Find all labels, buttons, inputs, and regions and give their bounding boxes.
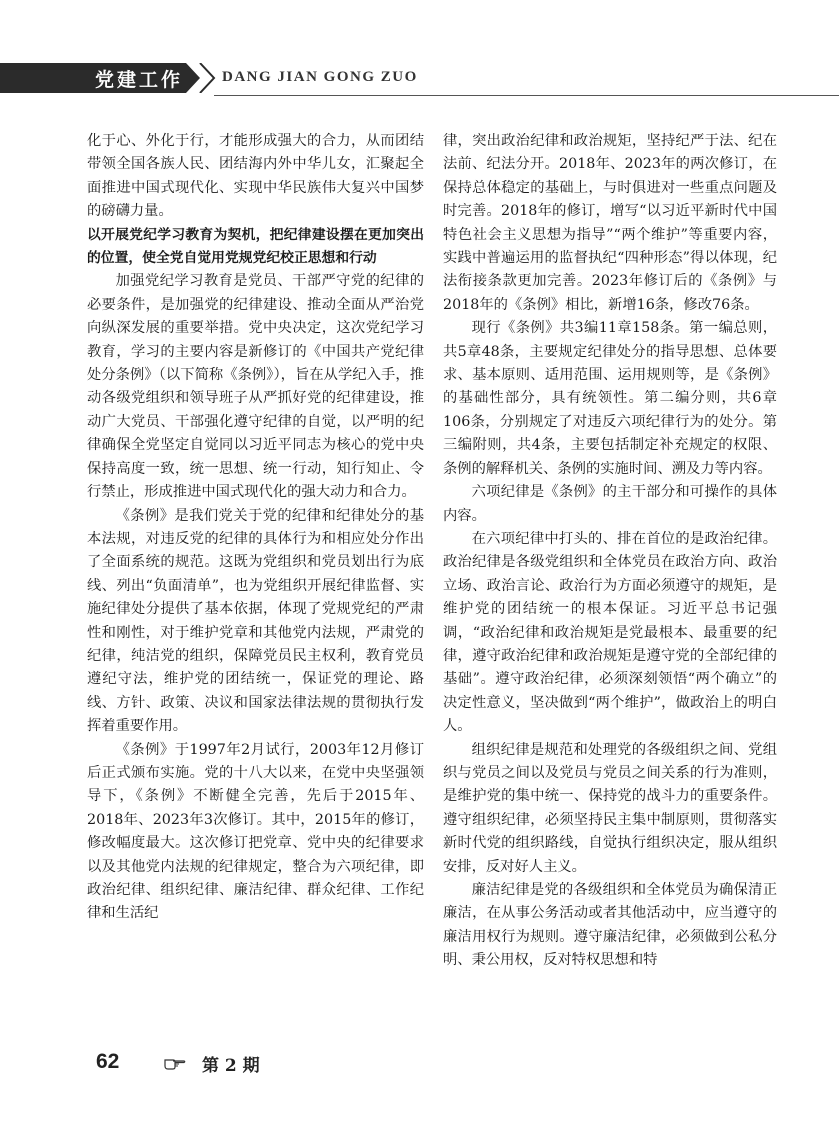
right-column: [443, 130, 777, 973]
paragraph: 六项纪律是《条例》的主干部分和可操作的具体内容。: [443, 484, 777, 524]
paragraph: 律，突出政治纪律和政治规矩，坚持纪严于法、纪在法前、纪法分开。2018年、2023年的两次修订，在保持总体稳定的基础上，与时俱进对一些重点问题及时完善。2018年的修订，增写“以习近平新时代中国特色社会主义思想为指导”“两个维护”等重要内容，实践中普遍运用的监督执纪“四种形态”得以体现，纪法衔接条款更加完善。2023年修订后的《条例》与2018年的《条例》相比，新增16条，修改76条。: [443, 133, 777, 313]
header-rule: [214, 95, 839, 96]
paragraph: 现行《条例》共3编11章158条。第一编总则，共5章48条，主要规定纪律处分的指导思想、总体要求、基本原则、适用范围、运用规则等，是《条例》的基础性部分，具有统领性。第二编分则，共6章106条，分别规定了对违反六项纪律行为的处分。第三编附则，共4条，主要包括制定补充规定的权限、条例的解释机关、条例的实施时间、溯及力等内容。: [443, 320, 777, 477]
paragraph: 加强党纪学习教育是党员、干部严守党的纪律的必要条件，是加强党的纪律建设、推动全面从严治党向纵深发展的重要举措。党中央决定，这次党纪学习教育，学习的主要内容是新修订的《中国共产党纪律处分条例》（以下简称《条例》），旨在从学纪入手，推动各级党组织和领导班子从严抓好党的纪律建设，推动广大党员、干部强化遵守纪律的自觉，以严明的纪律确保全党坚定自觉同以习近平同志为核心的党中央保持高度一致，统一思想、统一行动，知行知止、令行禁止，形成推进中国式现代化的强大动力和合力。: [87, 273, 424, 501]
section-title: 党建工作: [95, 69, 184, 91]
paragraph: 《条例》于1997年2月试行，2003年12月修订后正式颁布实施。党的十八大以来，在党中央坚强领导下，《条例》不断健全完善，先后于2015年、2018年、2023年3次修订。其中，2015年的修订，修改幅度最大。这次修订把党章、党中央的纪律要求以及其他党内法规的纪律规定，整合为六项纪律，即政治纪律、组织纪律、廉洁纪律、群众纪律、工作纪律和生活纪: [87, 741, 424, 922]
left-column: [87, 130, 424, 926]
issue-label: 第 2 期: [202, 1056, 260, 1076]
paragraph: 《条例》是我们党关于党的纪律和纪律处分的基本法规，对违反党的纪律的具体行为和相应处分作出了全面系统的规范。这既为党组织和党员划出行为底线、列出“负面清单”，也为党组织开展纪律监督、实施纪律处分提供了基本依据，体现了党规党纪的严肃性和刚性，对于维护党章和其他党内法规，严肃党的纪律，纯洁党的组织，保障党员民主权利，教育党员遵纪守法，维护党的团结统一，保证党的理论、路线、方针、政策、决议和国家法律法规的贯彻执行发挥着重要作用。: [87, 507, 424, 735]
paragraph: 组织纪律是规范和处理党的各级组织之间、党组织与党员之间以及党员与党员之间关系的行为准则，是维护党的集中统一、保持党的战斗力的重要条件。遵守组织纪律，必须坚持民主集中制原则，贯彻落实新时代党的组织路线，自觉执行组织决定，服从组织安排，反对好人主义。: [443, 741, 777, 875]
paragraph: 化于心、外化于行，才能形成强大的合力，从而团结带领全国各族人民、团结海内外中华儿女，汇聚起全面推进中国式现代化、实现中华民族伟大复兴中国梦的磅礴力量。: [87, 133, 424, 220]
paragraph: 在六项纪律中打头的、排在首位的是政治纪律。政治纪律是各级党组织和全体党员在政治方向、政治立场、政治言论、政治行为方面必须遵守的规矩，是维护党的团结统一的根本保证。习近平总书记强调，“政治纪律和政治规矩是党最根本、最重要的纪律，遵守政治纪律和政治规矩是遵守党的全部纪律的基础”。遵守政治纪律，必须深刻领悟“两个确立”的决定性意义，坚决做到“两个维护”，做政治上的明白人。: [443, 530, 777, 735]
page-number: 62: [96, 1050, 120, 1073]
section-title-pinyin: DANG JIAN GONG ZUO: [222, 69, 418, 85]
pointing-hand-icon: [164, 1056, 186, 1070]
paragraph: 廉洁纪律是党的各级组织和全体党员为确保清正廉洁，在从事公务活动或者其他活动中，应当遵守的廉洁用权行为规则。遵守廉洁纪律，必须做到公私分明、秉公用权，反对特权思想和特: [443, 882, 777, 969]
section-heading: 以开展党纪学习教育为契机，把纪律建设摆在更加突出的位置，使全党自觉用党规党纪校正思想和行动: [87, 226, 424, 267]
page-header: [0, 59, 839, 99]
